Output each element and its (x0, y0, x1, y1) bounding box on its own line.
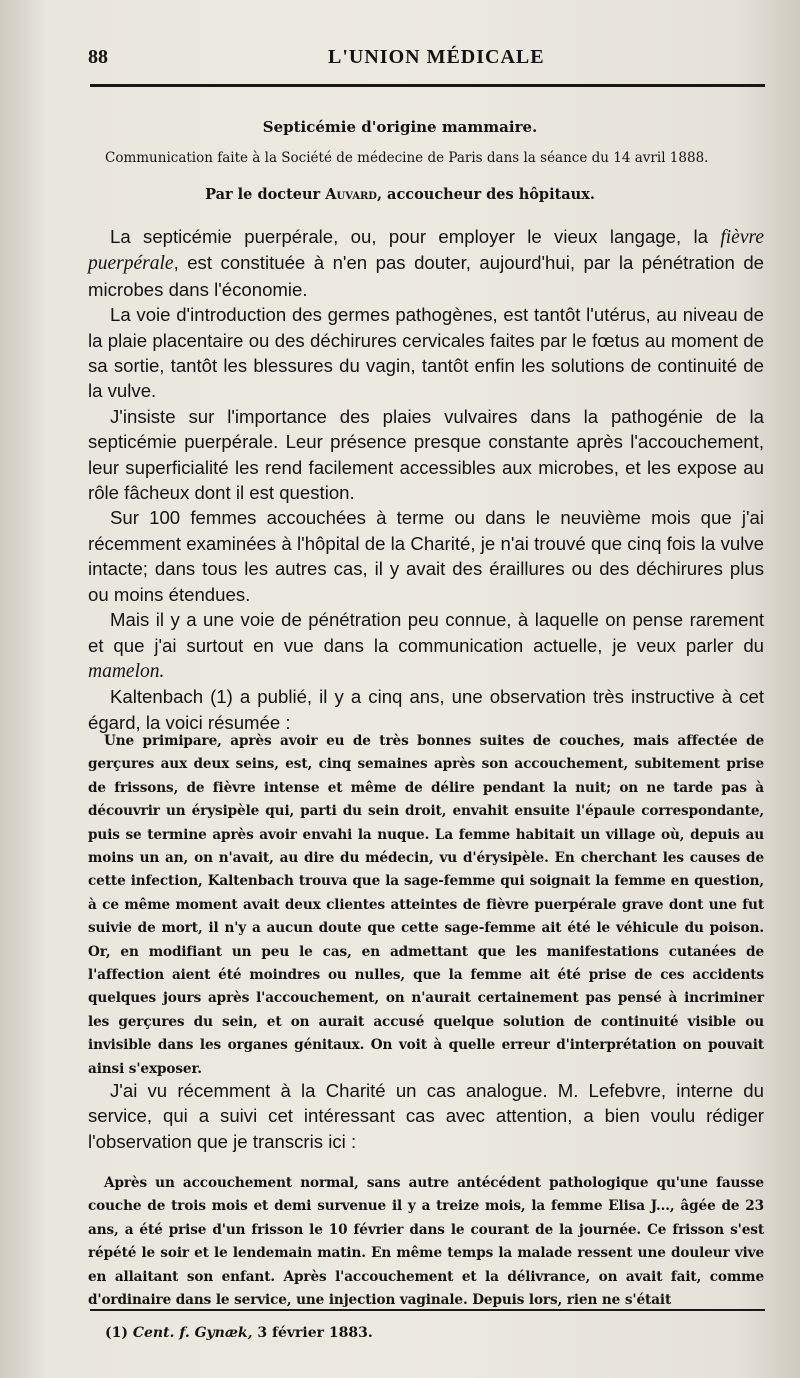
paragraph-1 (88, 224, 764, 302)
lefebvre-observation (88, 1172, 764, 1312)
byline-prefix: Par le docteur (205, 186, 326, 203)
byline-author: Auvard (325, 186, 377, 203)
page-header (88, 46, 760, 76)
main-body-continued (88, 1078, 764, 1154)
quote-paragraph-2: Après un accouchement normal, sans autre antécédent pathologique qu'une fausse couche de trois mois et demi survenue il y a treize mois, la femme Elisa J..., âgée de 23 ans, a été prise d'un frisson le 10 février dans le courant de la journée. Ce frisson s'est répété le soir et le lendemain matin. En même temps la malade ressent une douleur vive en allaitant son enfant. Après l'accouchement et la délivrance, on avait fait, comme d'ordinaire dans le service, une injection vaginale. Depuis lors, rien ne s'était (88, 1175, 764, 1309)
footnote (105, 1325, 373, 1341)
paragraph-2: La voie d'introduction des germes pathogènes, est tantôt l'utérus, au niveau de la plaie placentaire ou des déchirures cervicales faites par le fœtus au moment de sa sortie, tantôt les blessures du vagin, tantôt enfin les solutions de continuité de la vulve. (88, 304, 764, 402)
footnote-marker: (1) (105, 1325, 133, 1341)
paragraph-5 (88, 607, 764, 684)
paragraph-5-emphasis: mamelon. (88, 660, 165, 682)
footnote-rule (90, 1309, 765, 1311)
paragraph-4: Sur 100 femmes accouchées à terme ou dans le neuvième mois que j'ai récemment examinées à l'hôpital de la Charité, je n'ai trouvé que cinq fois la vulve intacte; dans tous les autres cas, il y avait des éraillures ou des déchirures plus ou moins étendues. (88, 507, 764, 605)
running-head: L'UNION MÉDICALE (328, 46, 545, 68)
paragraph-6: Kaltenbach (1) a publié, il y a cinq ans, une observation très instructive à cet égard, la voici résumée : (88, 686, 764, 733)
footnote-source: Cent. f. Gynæk, (132, 1325, 253, 1341)
header-rule (90, 84, 765, 87)
paragraph-1-text-a: La septicémie puerpérale, ou, pour employer le vieux langage, la (110, 226, 721, 247)
kaltenbach-observation (88, 730, 764, 1081)
paragraph-1-text-b: , est constituée à n'en pas douter, aujourd'hui, par la pénétration de microbes dans l'économie. (88, 252, 764, 300)
quote-paragraph-1: Une primipare, après avoir eu de très bonnes suites de couches, mais affectée de gerçures aux deux seins, est, cinq semaines après son accouchement, subitement prise de frissons, de fièvre intense et même de délire pendant la nuit; on ne tarde pas à découvrir un érysipèle qui, parti du sein droit, envahit ensuite l'épaule correspondante, puis se termine après avoir envahi la nuque. La femme habitait un village où, depuis au moins un an, on n'avait, au dire du médecin, vu d'érysipèle. En cherchant les causes de cette infection, Kaltenbach trouva que la sage-femme qui soignait la femme en question, à ce même moment avait deux clientes atteintes de fièvre puerpérale grave dont une fut suivie de mort, il n'y a aucun doute que cette sage-femme ait été le véhicule du poison. Or, en modifiant un peu le cas, en admettant que les manifestations cutanées de l'affection aient été moindres ou nulles, que la femme ait été prise de ces accidents quelques jours après l'accouchement, on n'aurait certainement pas pensé à incriminer les gerçures du sein, et on aurait accusé quelque solution de continuité visible ou invisible dans les organes génitaux. On voit à quelle erreur d'interprétation on pouvait ainsi s'exposer. (88, 733, 764, 1077)
article-title: Septicémie d'origine mammaire. (262, 118, 538, 136)
footnote-date: 3 février 1883. (252, 1325, 373, 1341)
paragraph-5-text: Mais il y a une voie de pénétration peu connue, à laquelle on pense rarement et que j'ai surtout en vue dans la communication actuelle, je veux parler du (88, 609, 764, 656)
byline (0, 186, 800, 203)
byline-suffix: , accoucheur des hôpitaux. (376, 186, 595, 203)
page-number: 88 (88, 46, 108, 68)
communication-line: Communication faite à la Société de médecine de Paris dans la séance du 14 avril 1888. (105, 150, 709, 166)
main-body (88, 224, 764, 735)
paragraph-1-emphasis: fièvre puerpérale (88, 227, 764, 275)
paragraph-3: J'insiste sur l'importance des plaies vulvaires dans la pathogénie de la septicémie puerpérale. Leur présence presque constante après l'accouchement, leur superficialité les rend facilement accessibles aux microbes, et les expose au rôle fâcheux dont il est question. (88, 405, 764, 504)
paragraph-7: J'ai vu récemment à la Charité un cas analogue. M. Lefebvre, interne du service, qui a suivi cet intéressant cas avec attention, a bien voulu rédiger l'observation que je transcris ici : (88, 1080, 764, 1152)
